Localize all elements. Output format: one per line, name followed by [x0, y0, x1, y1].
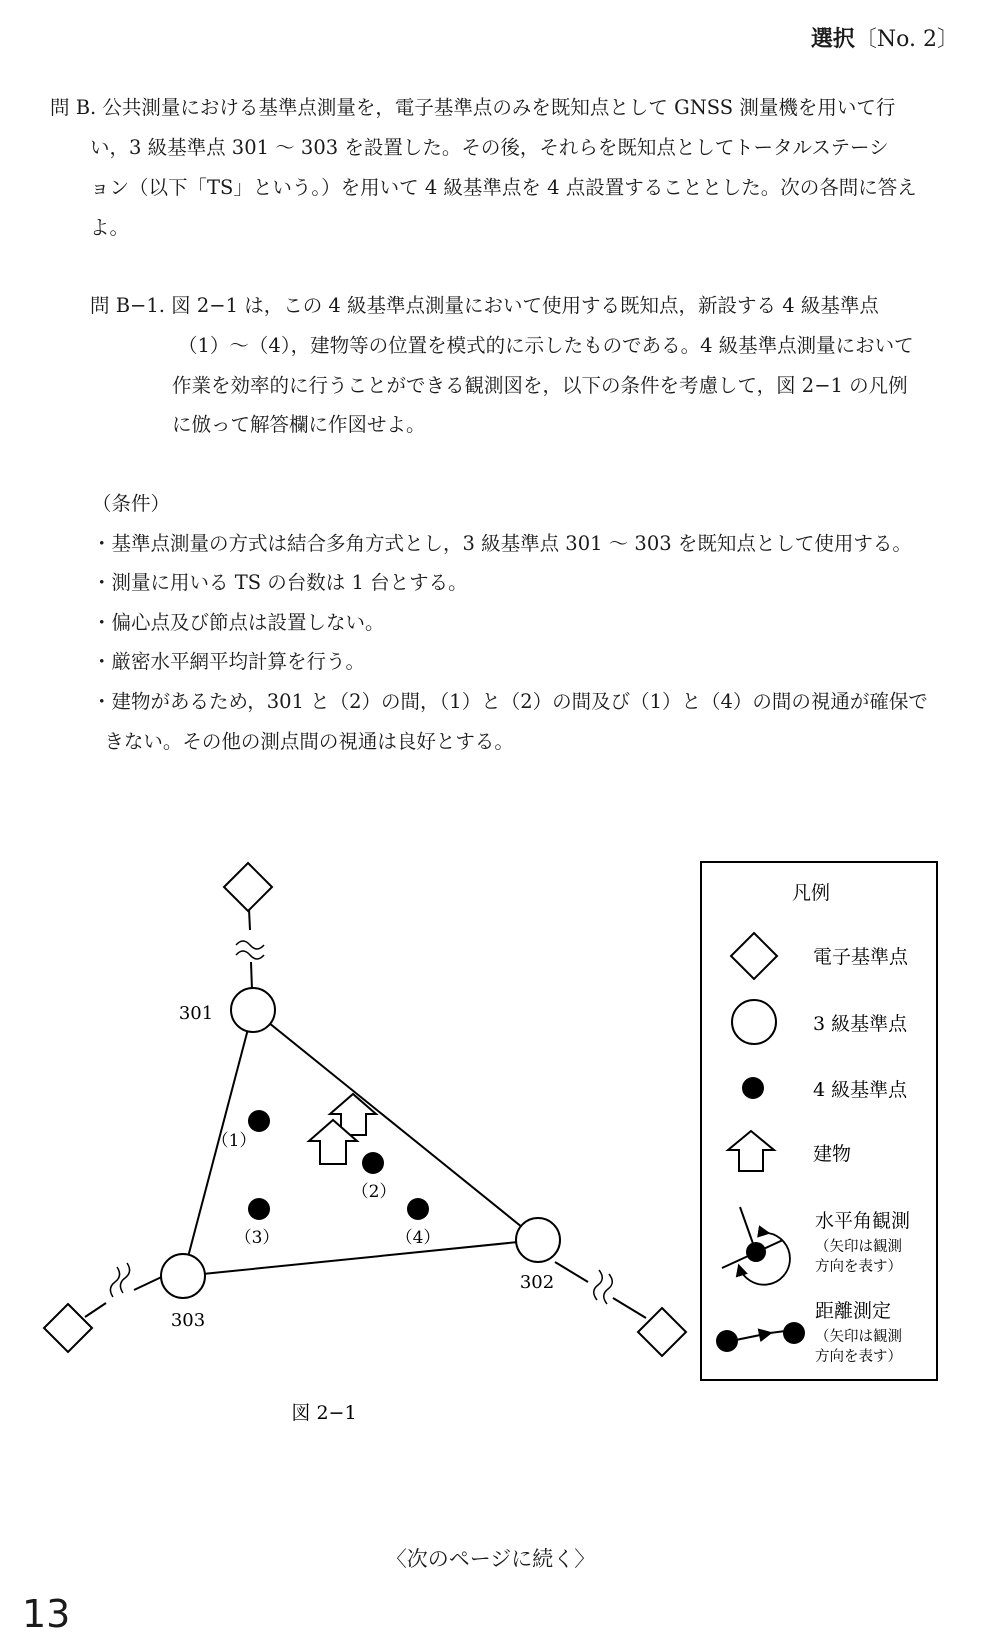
- legend-angle-note-2: 方向を表す）: [815, 1259, 902, 1275]
- intro-line-1: 問 B. 公共測量における基準点測量を，電子基準点のみを既知点として GNSS 測量機を用いて行: [50, 96, 896, 119]
- legend-distance-point-b: [783, 1322, 805, 1344]
- legend-electronic-label: 電子基準点: [813, 946, 909, 968]
- legend-distance-note-2: 方向を表す）: [815, 1349, 902, 1365]
- continue-note: 〈次のページに続く〉: [385, 1547, 596, 1571]
- page-number: 13: [22, 1592, 71, 1636]
- legend-title: 凡例: [791, 882, 831, 904]
- condition-1: ・基準点測量の方式は結合多角方式とし，3 級基準点 301 〜 303 を既知点として使用する。: [92, 532, 912, 555]
- question-line-3: 作業を効率的に行うことができる観測図を，以下の条件を考慮して，図 2−1 の凡例: [172, 374, 908, 397]
- electronic-point-southeast: [638, 1308, 686, 1356]
- legend-distance-point-a: [716, 1330, 738, 1352]
- selection-label: 選択: [810, 27, 855, 52]
- legend-building-label: 建物: [813, 1143, 852, 1165]
- class4-point-3: [248, 1198, 270, 1220]
- link-line-sw-2: [85, 1303, 106, 1317]
- legend-class4-label: 4 級基準点: [813, 1079, 908, 1101]
- condition-2: ・測量に用いる TS の台数は 1 台とする。: [92, 571, 468, 594]
- condition-6: きない。その他の測点間の視通は良好とする。: [92, 730, 514, 753]
- legend-angle-point: [746, 1242, 766, 1262]
- link-line-top-2: [251, 962, 252, 990]
- legend-distance-note-1: （矢印は観測: [815, 1329, 902, 1345]
- side-301-302: [253, 1010, 538, 1240]
- intro-line-3: ョン（以下「TS」という。）を用いて 4 級基準点を 4 点設置することとした。次の各問に答え: [90, 176, 917, 199]
- label-n2: （2）: [351, 1182, 397, 1202]
- condition-5: ・建物があるため，301 と（2）の間，（1）と（2）の間及び（1）と（4）の間の視通が確保で: [92, 690, 928, 713]
- class4-point-4: [407, 1198, 429, 1220]
- label-302: 302: [519, 1272, 555, 1293]
- label-303: 303: [170, 1310, 206, 1331]
- conditions-title: （条件）: [92, 492, 171, 515]
- label-301: 301: [178, 1003, 214, 1024]
- class4-point-2: [362, 1152, 384, 1174]
- legend-class4-icon: [742, 1077, 764, 1099]
- intro-line-2: い，3 級基準点 301 〜 303 を設置した。その後，それらを既知点としてトータルステーシ: [90, 136, 889, 159]
- electronic-point-north: [224, 863, 272, 911]
- break-mark-top: [236, 941, 264, 959]
- question-line-2: （1）〜（4），建物等の位置を模式的に示したものである。4 級基準点測量において: [178, 334, 914, 357]
- link-line-se-2: [613, 1298, 646, 1318]
- question-line-4: に倣って解答欄に作図せよ。: [172, 413, 426, 436]
- legend-angle-note-1: （矢印は観測: [815, 1239, 902, 1255]
- label-n4: （4）: [395, 1228, 441, 1248]
- figure-caption: 図 2−1: [291, 1402, 357, 1424]
- label-n1: （1）: [211, 1131, 257, 1151]
- link-line-se: [555, 1262, 588, 1282]
- class3-point-303: [161, 1254, 205, 1298]
- intro-line-4: よ。: [90, 216, 130, 239]
- label-n3: （3）: [234, 1228, 280, 1248]
- condition-4: ・厳密水平網平均計算を行う。: [92, 650, 366, 673]
- legend-class3-icon: [732, 1000, 776, 1044]
- class3-point-302: [516, 1218, 560, 1262]
- legend-class3-label: 3 級基準点: [813, 1013, 908, 1035]
- condition-3: ・偏心点及び節点は設置しない。: [92, 611, 385, 634]
- break-mark-sw: [110, 1263, 129, 1297]
- class4-point-1: [248, 1110, 270, 1132]
- selection-number: 〔No. 2〕: [854, 27, 959, 52]
- legend-angle-label: 水平角観測: [815, 1210, 911, 1232]
- legend-distance-label: 距離測定: [815, 1300, 892, 1322]
- class3-point-301: [231, 988, 275, 1032]
- break-mark-se: [594, 1270, 613, 1304]
- electronic-point-southwest: [44, 1304, 92, 1352]
- question-line-1: 問 B−1. 図 2−1 は，この 4 級基準点測量において使用する既知点，新設する 4 級基準点: [90, 294, 879, 317]
